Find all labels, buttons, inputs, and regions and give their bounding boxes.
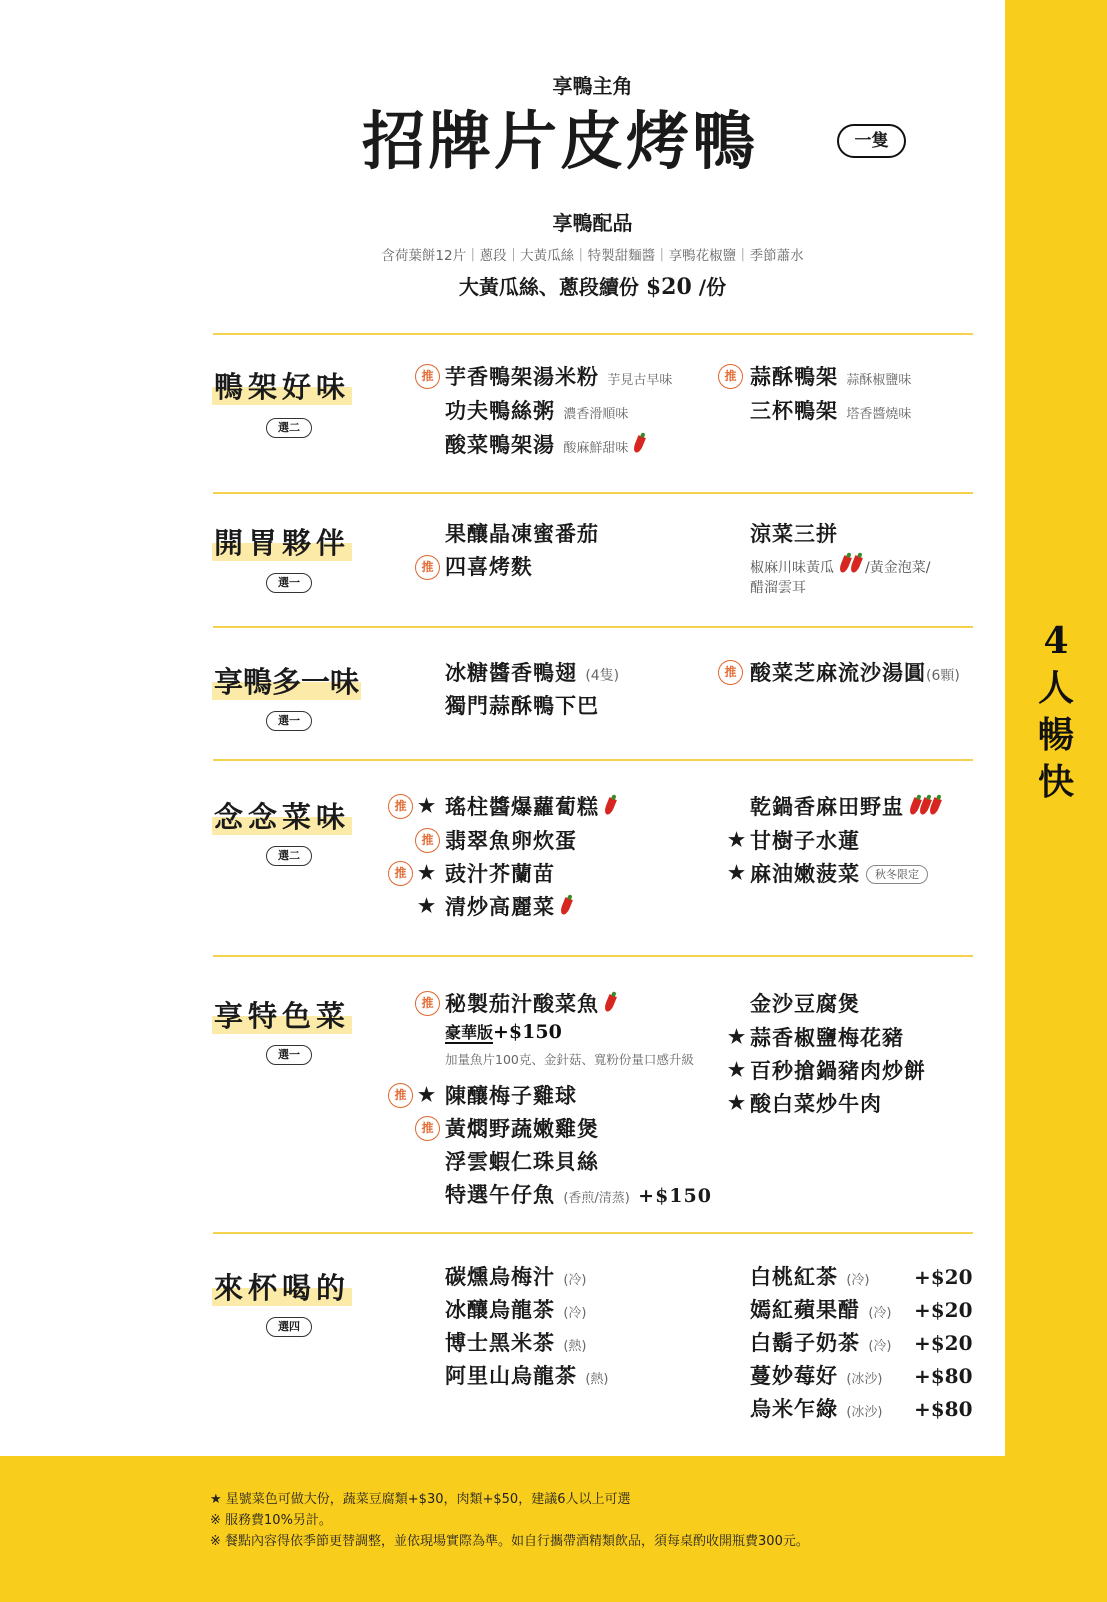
recommend-tag: 推 <box>388 794 413 819</box>
deluxe-option: 豪華版+$150 <box>445 1021 562 1043</box>
menu-item: 功夫鴨絲粥 濃香滑順味 <box>445 398 629 423</box>
menu-item: 酸白菜炒牛肉 <box>750 1091 882 1116</box>
side-dishes-heading: 享鴨配品 <box>552 211 633 235</box>
menu-item: 冰釀烏龍茶 (冷) <box>445 1297 587 1322</box>
recommend-tag: 推 <box>415 1116 440 1141</box>
drink-price: +$80 <box>914 1364 973 1388</box>
divider <box>213 626 973 628</box>
pick-badge: 選四 <box>266 1317 312 1337</box>
menu-item: 蒜香椒鹽梅花豬 <box>750 1025 904 1050</box>
star-icon: ★ <box>728 1026 746 1048</box>
star-icon: ★ <box>728 1092 746 1114</box>
star-icon: ★ <box>418 895 436 917</box>
chili-icon <box>603 994 617 1013</box>
menu-item: 博士黑米茶 (熱) <box>445 1330 587 1355</box>
section-title-duck-frame: 鴨架好味 <box>214 370 351 404</box>
refill-line <box>300 271 885 300</box>
menu-item: 嫣紅蘋果醋 (冷) <box>750 1297 892 1322</box>
footer-panel <box>0 1456 1005 1602</box>
menu-item: 碳燻烏梅汁 (冷) <box>445 1264 587 1289</box>
menu-item: 特選午仔魚 (香煎/清蒸) +$150 <box>445 1182 712 1207</box>
side-banner-label: 4人暢快 <box>1037 620 1074 803</box>
menu-item: 黃燜野蔬嫩雞煲 <box>445 1116 599 1141</box>
chili-icon <box>632 435 646 454</box>
recommend-tag: 推 <box>415 364 440 389</box>
star-icon: ★ <box>728 862 746 884</box>
pick-badge: 選二 <box>266 418 312 438</box>
menu-item: 浮雲蝦仁珠貝絲 <box>445 1149 599 1174</box>
footer-note-seasonal: ※ 餐點內容得依季節更替調整，並依現場實際為準。如自行攜帶酒精類飲品，須每桌酌收開瓶費300元。 <box>210 1534 809 1549</box>
menu-item: 清炒高麗菜 <box>445 893 570 921</box>
side-dishes-list: 含荷葉餅12片｜蔥段｜大黃瓜絲｜特製甜麵醬｜享鴨花椒鹽｜季節蕭水 <box>381 248 804 264</box>
title-pill: 一隻 <box>837 124 906 158</box>
divider <box>213 1232 973 1234</box>
menu-item: 烏米乍綠 (冰沙) <box>750 1396 883 1421</box>
menu-item: 翡翠魚卵炊蛋 <box>445 828 577 853</box>
recommend-tag: 推 <box>718 364 743 389</box>
star-icon: ★ <box>418 862 436 884</box>
star-icon: ★ <box>418 1084 436 1106</box>
pick-badge: 選一 <box>266 573 312 593</box>
menu-item: 三杯鴨架 塔香醬燒味 <box>750 398 912 423</box>
menu-item: 甘樹子水蓮 <box>750 828 860 853</box>
menu-item: 秘製茄汁酸菜魚 <box>445 990 614 1018</box>
chili-icon <box>603 797 617 816</box>
chili-icon <box>838 555 852 574</box>
combo-detail: 椒麻川味黃瓜 /黃金泡菜/ <box>750 556 930 577</box>
menu-item: 冰糖醬香鴨翅 (4隻) <box>445 660 620 685</box>
chili-icon <box>559 897 573 916</box>
deluxe-description: 加量魚片100克、金針菇、寬粉份量口感升級 <box>445 1052 694 1067</box>
drink-price: +$20 <box>914 1265 973 1289</box>
star-icon: ★ <box>418 795 436 817</box>
menu-item: 蒜酥鴨架 蒜酥椒鹽味 <box>750 364 912 389</box>
section-title-extra-duck: 享鴨多一味 <box>214 665 360 699</box>
menu-item: 瑤柱醬爆蘿蔔糕 <box>445 793 614 821</box>
menu-item: 百秒搶鍋豬肉炒餅 <box>750 1058 926 1083</box>
divider <box>213 955 973 957</box>
menu-item: 陳釀梅子雞球 <box>445 1083 577 1108</box>
refill-price: $20 <box>645 274 692 300</box>
recommend-tag: 推 <box>388 861 413 886</box>
menu-item: 白桃紅茶 (冷) <box>750 1264 870 1289</box>
footer-note-service-fee: ※ 服務費10%另計。 <box>210 1513 332 1528</box>
recommend-tag: 推 <box>415 555 440 580</box>
refill-text: 大黃瓜絲、蔥段續份 <box>458 275 639 299</box>
menu-item: 阿里山烏龍茶 (熱) <box>445 1363 609 1388</box>
menu-item: 四喜烤麩 <box>445 554 533 579</box>
menu-item: 果釀晶凍蜜番茄 <box>445 521 599 546</box>
menu-item: 乾鍋香麻田野盅 <box>750 793 939 821</box>
recommend-tag: 推 <box>415 828 440 853</box>
page-title: 招牌片皮烤鴨 <box>362 104 758 178</box>
divider <box>213 333 973 335</box>
pick-badge: 選一 <box>266 1045 312 1065</box>
star-icon: ★ <box>728 1059 746 1081</box>
divider <box>213 759 973 761</box>
section-title-drinks: 來杯喝的 <box>214 1271 351 1305</box>
combo-detail: 醋溜雲耳 <box>750 580 806 596</box>
menu-item: 芋香鴨架湯米粉 芋見古早味 <box>445 364 673 389</box>
section-title-vegetables: 念念菜味 <box>214 800 351 834</box>
divider <box>213 492 973 494</box>
seasonal-badge: 秋冬限定 <box>866 865 928 884</box>
menu-item: 酸菜鴨架湯 酸麻鮮甜味 <box>445 431 643 463</box>
menu-item: 白鬍子奶茶 (冷) <box>750 1330 892 1355</box>
recommend-tag: 推 <box>415 991 440 1016</box>
menu-item: 獨門蒜酥鴨下巴 <box>445 693 599 718</box>
menu-item: 涼菜三拼 <box>750 521 838 546</box>
drink-price: +$80 <box>914 1397 973 1421</box>
recommend-tag: 推 <box>718 660 743 685</box>
menu-item: 豉汁芥蘭苗 <box>445 861 555 886</box>
menu-item: 麻油嫩菠菜 秋冬限定 <box>750 860 928 888</box>
menu-item: 金沙豆腐煲 <box>750 991 860 1016</box>
drink-price: +$20 <box>914 1298 973 1322</box>
recommend-tag: 推 <box>388 1083 413 1108</box>
menu-item: 蔓妙莓好 (冰沙) <box>750 1363 883 1388</box>
pick-badge: 選一 <box>266 711 312 731</box>
refill-unit: /份 <box>691 275 727 299</box>
pick-badge: 選二 <box>266 846 312 866</box>
header-subtitle: 享鴨主角 <box>552 74 633 98</box>
drink-price: +$20 <box>914 1331 973 1355</box>
footer-note-large-portion: ★ 星號菜色可做大份，蔬菜豆腐類+$30，肉類+$50，建議6人以上可選 <box>210 1492 631 1507</box>
menu-item: 酸菜芝麻流沙湯圓(6顆) <box>750 660 960 685</box>
section-title-specialties: 享特色菜 <box>214 999 351 1033</box>
star-icon: ★ <box>728 829 746 851</box>
section-title-appetizer: 開胃夥伴 <box>214 526 351 560</box>
